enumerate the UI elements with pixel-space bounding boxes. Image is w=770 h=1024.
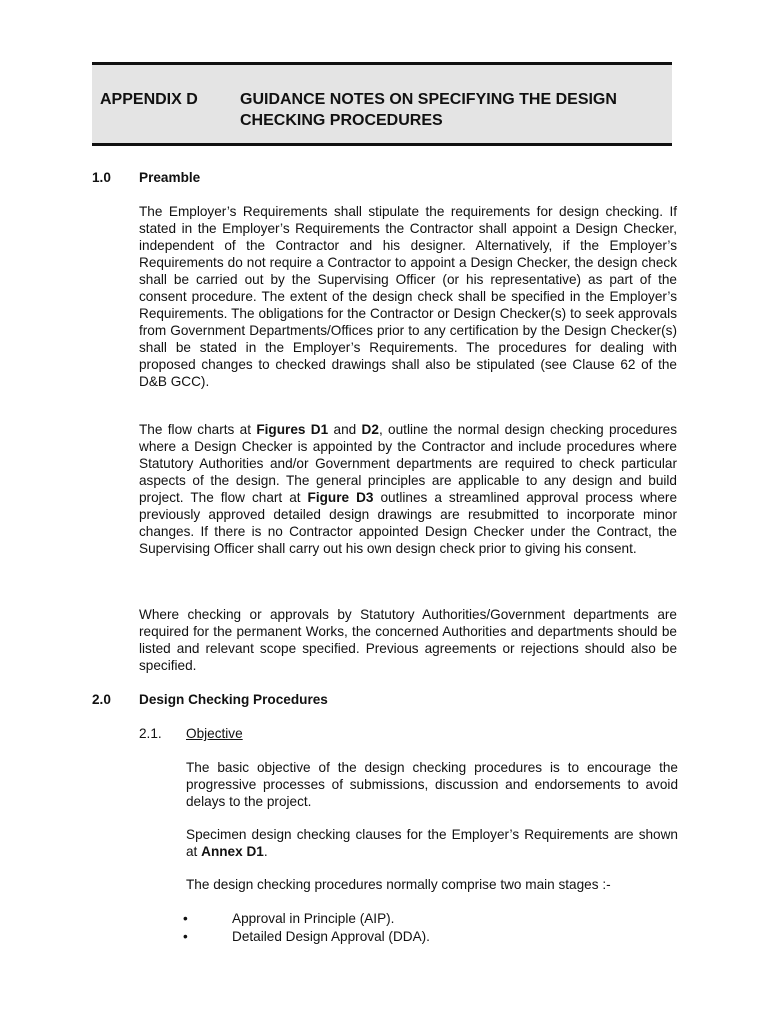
- bullet-icon: •: [183, 911, 188, 926]
- text-run: , outline the normal design checking procedures where a Design Checker is appointed by the Contractor and include procedures where Statutory Authorities and/or Government departments are required to check particular aspects of the design. The general principles are applicable to any design and build project. The flow chart at: [139, 422, 678, 505]
- list-item: Approval in Principle (AIP).: [232, 911, 395, 926]
- section-title: Preamble: [139, 170, 201, 185]
- preamble-paragraph-3: Where checking or approvals by Statutory Authorities/Government departments are required for the permanent Works, the concerned Authorities and departments should be listed and relevant scope specified. Previous agreements or rejections should also be specified.: [139, 607, 677, 673]
- figure-reference: D2: [361, 422, 379, 437]
- appendix-title: GUIDANCE NOTES ON SPECIFYING THE DESIGN CHECKING PROCEDURES: [240, 91, 617, 129]
- objective-paragraph-3: The design checking procedures normally comprise two main stages :-: [186, 877, 611, 892]
- text-run: The flow charts at: [139, 422, 257, 437]
- appendix-label: APPENDIX D: [100, 91, 198, 108]
- text-run: and: [328, 422, 362, 437]
- text-run: Specimen design checking clauses for the Employer’s Requirements are shown at: [186, 827, 678, 859]
- bullet-icon: •: [183, 929, 188, 944]
- preamble-paragraph-2: [139, 421, 677, 557]
- list-item: Detailed Design Approval (DDA).: [232, 929, 430, 944]
- figure-reference: Figures D1: [256, 422, 329, 437]
- annex-reference: Annex D1: [201, 844, 264, 859]
- appendix-header: [92, 62, 672, 146]
- objective-paragraph-2: [186, 826, 678, 860]
- text-run: outlines a streamlined approval process where previously approved detailed design drawings are resubmitted to incorporate minor changes. If there is no Contractor appointed Design Checker under the Contract, the Supervising Officer shall carry out his own design check prior to giving his consent.: [139, 490, 677, 556]
- text-run: .: [263, 844, 268, 859]
- subsection-number: 2.1.: [139, 726, 162, 741]
- objective-paragraph-1: The basic objective of the design checking procedures is to encourage the progressive processes of submissions, discussion and endorsements to avoid delays to the project.: [186, 760, 678, 809]
- section-number: 1.0: [92, 170, 111, 185]
- subsection-title: Objective: [186, 726, 243, 741]
- figure-reference: Figure D3: [307, 490, 374, 505]
- section-number: 2.0: [92, 692, 111, 707]
- section-title: Design Checking Procedures: [139, 692, 328, 707]
- preamble-paragraph-1: The Employer’s Requirements shall stipulate the requirements for design checking. If stated in the Employer’s Requirements the Contractor shall appoint a Design Checker, independent of the Contractor and his designer. Alternatively, if the Employer’s Requirements do not require a Contractor to appoint a Design Checker, the design check shall be carried out by the Supervising Officer (or his representative) as part of the consent procedure. The extent of the design check shall be specified in the Employer’s Requirements. The obligations for the Contractor or Design Checker(s) to seek approvals from Government Departments/Offices prior to any certification by the Design Checker(s) shall be stated in the Employer’s Requirements. The procedures for dealing with proposed changes to checked drawings shall also be stipulated (see Clause 62 of the D&B GCC).: [139, 204, 677, 389]
